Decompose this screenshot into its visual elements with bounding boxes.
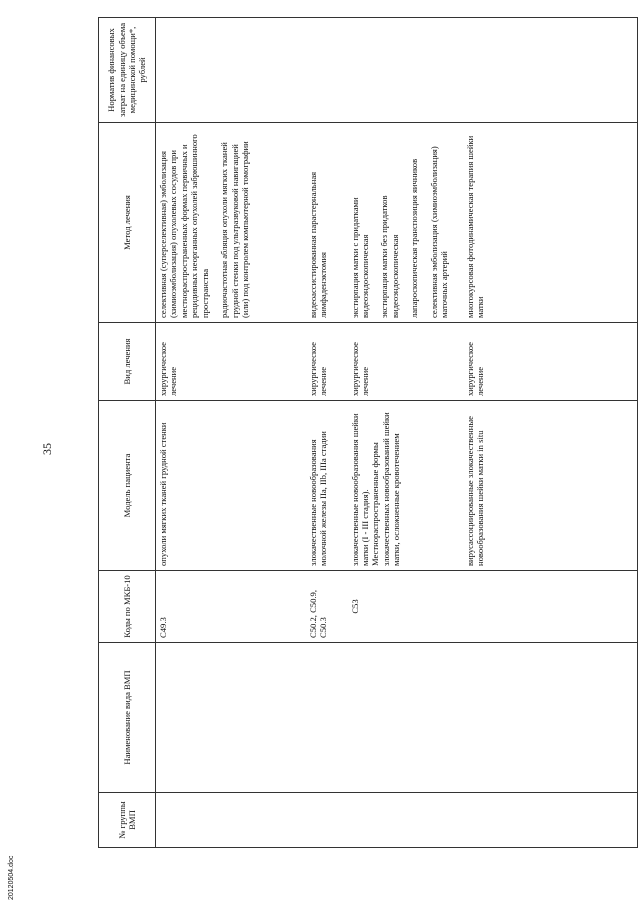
table-row [306, 18, 348, 848]
cell-methods [156, 123, 306, 323]
cell-group [156, 793, 306, 848]
cell-name [463, 643, 638, 793]
cell-codes: C53 [348, 571, 463, 643]
table-row [463, 18, 638, 848]
header-treatment-method: Метод лечения [99, 123, 156, 323]
cell-group [348, 793, 463, 848]
cell-codes: C50.2, C50.9, C50.3 [306, 571, 348, 643]
cell-cost [463, 18, 638, 123]
cell-group [306, 793, 348, 848]
cell-group [463, 793, 638, 848]
method-item: селективная (суперселективная) эмболизация (химиоэмболизация) опухолевых сосудов при местнораспространенных формах первичных и рецидивных неорганных опухолей забрюшинного пространства [158, 134, 210, 318]
method-item: видеоассистированная парастернальная лимфаденэктомия [307, 171, 328, 318]
cell-model: злокачественные новообразования молочной железы IIa, IIb, IIIa стадии [306, 401, 348, 571]
method-item: селективная эмболизация (химиоэмболизация) маточных артерий [428, 146, 450, 318]
cell-model: опухоли мягких тканей грудной стенки [156, 401, 306, 571]
cell-model: злокачественные новообразования шейки матки (I - III стадия). Местнораспространенные формы злокачественных новообразований шейки матки, осложненные кровотечением [348, 401, 463, 571]
file-name: 20120504.doc [8, 855, 15, 900]
method-item: экстирпация матки без придатков видеоэндоскопическая [379, 195, 400, 318]
cell-methods [463, 123, 638, 323]
page-number: 35 [40, 443, 54, 455]
table-row [348, 18, 463, 848]
cell-name [156, 643, 306, 793]
cell-treatment-type: хирургическое лечение [348, 323, 463, 401]
cell-model: вирусассоциированные злокачественные новообразования шейки матки in situ [463, 401, 638, 571]
header-hmp-name: Наименование вида ВМП [99, 643, 156, 793]
method-item: многокурсовая фотодинамическая терапия шейки матки [464, 135, 485, 318]
method-item: экстирпация матки с придатками видеоэндоскопическая [349, 197, 370, 318]
header-treatment-type: Вид лечения [99, 323, 156, 401]
header-icd-codes: Коды по МКБ-10 [99, 571, 156, 643]
cell-cost [348, 18, 463, 123]
table-header-row [99, 18, 156, 848]
cell-treatment-type: хирургическое лечение [463, 323, 638, 401]
method-item: радиочастотная абляция опухоли мягких тканей грудной стенки под ультразвуковой навигацией (или) под контролем компьютерной томографии [219, 141, 251, 318]
method-item: лапароскопическая транспозиция яичников [409, 158, 420, 318]
cell-codes: C49.3 [156, 571, 306, 643]
cell-treatment-type: хирургическое лечение [156, 323, 306, 401]
cell-methods [348, 123, 463, 323]
header-cost-standard: Норматив финансовых затрат на единицу объема медицинской помощи*, рублей [99, 18, 156, 123]
cell-treatment-type: хирургическое лечение [306, 323, 348, 401]
cell-name [348, 643, 463, 793]
header-group-number: № группы ВМП [99, 793, 156, 848]
table-row [156, 18, 306, 848]
cell-codes [463, 571, 638, 643]
cell-name [306, 643, 348, 793]
cell-cost [156, 18, 306, 123]
header-patient-model: Модель пациента [99, 401, 156, 571]
cell-methods [306, 123, 348, 323]
hmp-table [98, 17, 638, 848]
cell-cost [306, 18, 348, 123]
